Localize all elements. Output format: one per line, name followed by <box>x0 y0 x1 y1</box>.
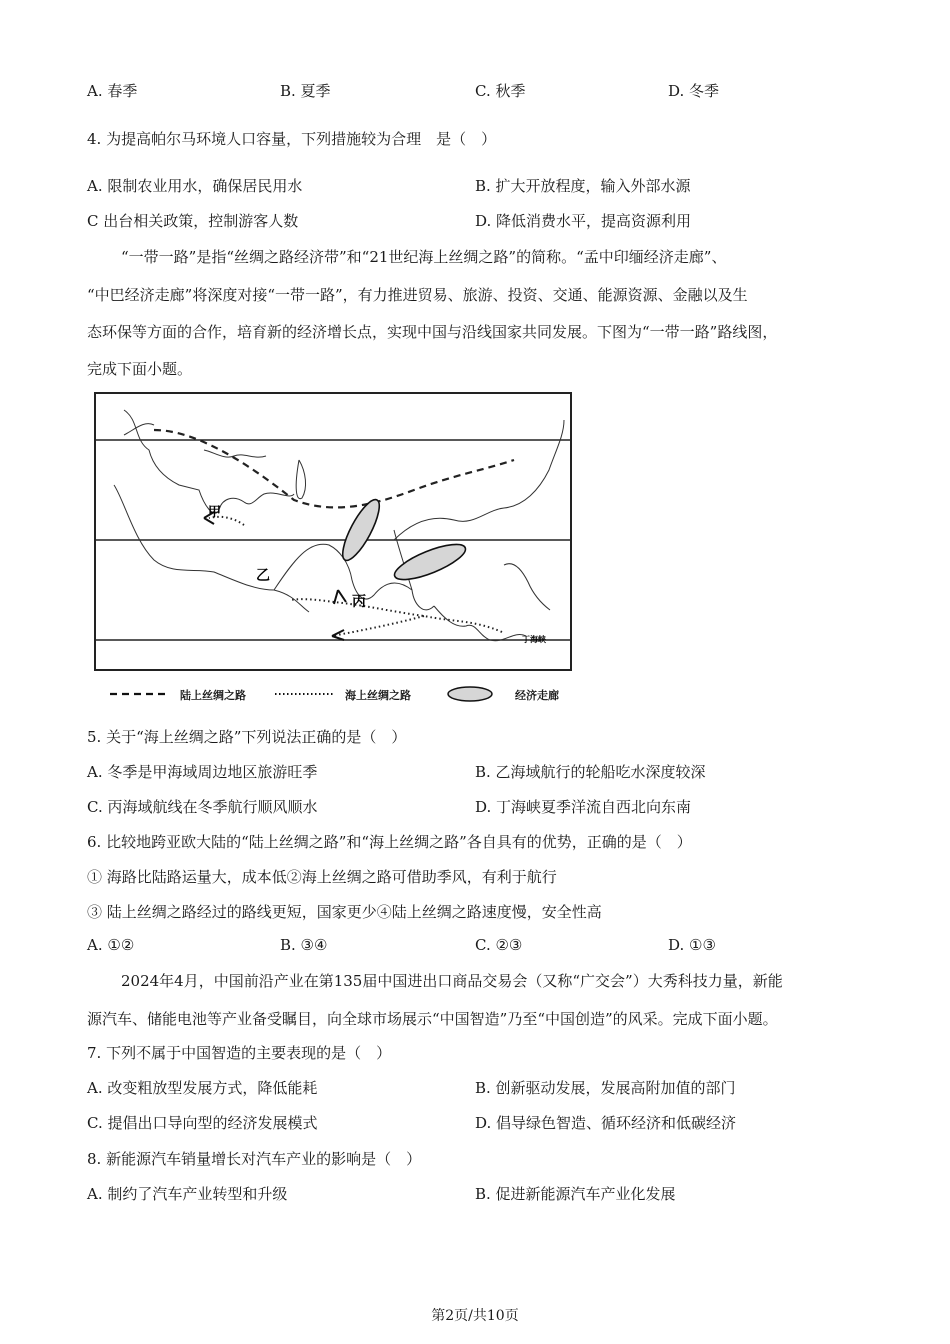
q6-option-b: B. ③④ <box>280 936 328 954</box>
q5-option-c: C. 丙海域航线在冬季航行顺风顺水 <box>87 798 318 816</box>
q7-option-a: A. 改变粗放型发展方式，降低能耗 <box>87 1079 318 1097</box>
q6-option-c: C. ②③ <box>475 936 523 954</box>
q8-stem: 8. 新能源汽车销量增长对汽车产业的影响是（ ） <box>87 1150 422 1168</box>
q6-option-d: D. ①③ <box>668 936 716 954</box>
land-route-legend-icon <box>110 688 172 700</box>
q6-statement-2: ③ 陆上丝绸之路经过的路线更短，国家更少④陆上丝绸之路速度慢，安全性高 <box>87 903 602 921</box>
q4-option-b: B. 扩大开放程度，输入外部水源 <box>475 177 691 195</box>
q5-option-b: B. 乙海域航行的轮船吃水深度较深 <box>475 763 706 781</box>
sea-route-legend-icon <box>275 688 337 700</box>
q3-option-c: C. 秋季 <box>475 82 526 100</box>
q7-stem: 7. 下列不属于中国智造的主要表现的是（ ） <box>87 1044 392 1062</box>
passage2-line-1: 2024年4月，中国前沿产业在第135届中国进出口商品交易会（又称“广交会”）大秀科技力量，新能 <box>121 972 783 990</box>
passage2-line-2: 源汽车、储能电池等产业备受瞩目，向全球市场展示“中国智造”乃至“中国创造”的风采。完成下面小题。 <box>87 1010 778 1028</box>
passage1-line-4: 完成下面小题。 <box>87 360 193 378</box>
q4-option-d: D. 降低消费水平，提高资源利用 <box>475 212 692 230</box>
q4-option-c: C 出台相关政策，控制游客人数 <box>87 212 299 230</box>
page-number: 第2页/共10页 <box>431 1308 519 1324</box>
q6-stem: 6. 比较地跨亚欧大陆的“陆上丝绸之路”和“海上丝绸之路”各自具有的优势，正确的是（ ） <box>87 833 692 851</box>
q5-stem: 5. 关于“海上丝绸之路”下列说法正确的是（ ） <box>87 728 407 746</box>
q5-option-d: D. 丁海峡夏季洋流自西北向东南 <box>475 798 692 816</box>
q3-option-a: A. 春季 <box>87 82 138 100</box>
q8-option-b: B. 促进新能源汽车产业化发展 <box>475 1185 676 1203</box>
q6-option-a: A. ①② <box>87 936 135 954</box>
label-ding: 丁海峡 <box>522 634 546 644</box>
label-jia: 甲 <box>208 505 222 520</box>
map-legend <box>100 684 580 706</box>
passage1-line-1: “一带一路”是指“丝绸之路经济带”和“21世纪海上丝绸之路”的简称。“孟中印缅经济走廊”、 <box>121 248 727 266</box>
q5-option-a: A. 冬季是甲海域周边地区旅游旺季 <box>87 763 318 781</box>
q6-statement-1: ① 海路比陆路运量大，成本低②海上丝绸之路可借助季风，有利于航行 <box>87 868 557 886</box>
map-frame <box>95 393 571 670</box>
q7-option-b: B. 创新驱动发展，发展高附加值的部门 <box>475 1079 736 1097</box>
label-yi: 乙 <box>256 568 270 584</box>
q7-option-c: C. 提倡出口导向型的经济发展模式 <box>87 1114 318 1132</box>
q4-option-a: A. 限制农业用水，确保居民用水 <box>87 177 303 195</box>
q8-option-a: A. 制约了汽车产业转型和升级 <box>87 1185 288 1203</box>
q3-option-b: B. 夏季 <box>280 82 331 100</box>
q7-option-d: D. 倡导绿色智造、循环经济和低碳经济 <box>475 1114 737 1132</box>
legend-land-route: 陆上丝绸之路 <box>180 689 246 702</box>
belt-and-road-map <box>94 390 574 672</box>
label-bing: 丙 <box>352 594 366 610</box>
legend-sea-route: 海上丝绸之路 <box>345 689 411 702</box>
legend-corridor: 经济走廊 <box>515 689 559 702</box>
corridor-legend-icon <box>445 685 495 703</box>
passage1-line-2: “中巴经济走廊”将深度对接“一带一路”，有力推进贸易、旅游、投资、交通、能源资源、金融以及生 <box>87 286 748 304</box>
q3-option-d: D. 冬季 <box>668 82 720 100</box>
passage1-line-3: 态环保等方面的合作，培育新的经济增长点，实现中国与沿线国家共同发展。下图为“一带一路”路线图， <box>87 323 778 341</box>
q4-stem: 4. 为提高帕尔马环境人口容量，下列措施较为合理 是（ ） <box>87 130 497 148</box>
